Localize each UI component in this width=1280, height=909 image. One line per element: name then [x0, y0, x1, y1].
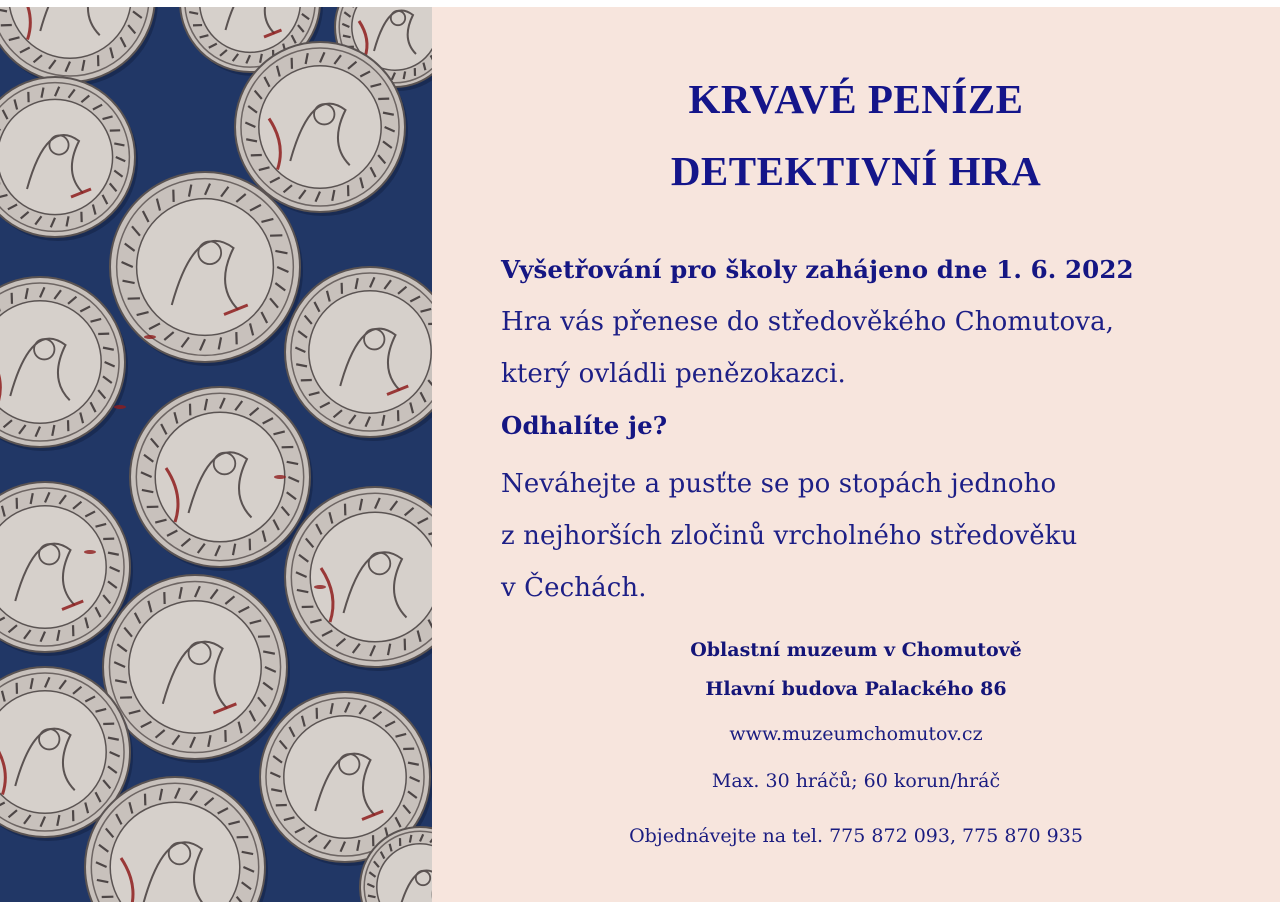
blood-drop: [84, 550, 96, 554]
blood-drop: [144, 335, 156, 339]
capacity-price: Max. 30 hráčů; 60 korun/hráč: [711, 770, 1001, 792]
booking-phone: Objednávejte na tel. 775 872 093, 775 870 935: [629, 825, 1083, 847]
coins-illustration: [0, 7, 432, 902]
museum-name: Oblastní muzeum v Chomutově: [690, 639, 1022, 661]
blood-drop: [114, 405, 126, 409]
coins-artwork: [0, 7, 432, 902]
description-line-1: Hra vás přenese do středověkého Chomutova,: [501, 307, 1115, 337]
description-line-5: v Čechách.: [501, 573, 647, 603]
investigation-start: Vyšetřování pro školy zahájeno dne 1. 6. 2022: [501, 255, 1134, 284]
description-line-3: Neváhejte a pusťte se po stopách jednoho: [501, 469, 1057, 499]
title-line-1: KRVAVÉ PENÍZE: [688, 76, 1024, 122]
coin: [285, 267, 432, 441]
museum-address: Hlavní budova Palackého 86: [705, 678, 1007, 700]
description-line-2: který ovládli penězokazci.: [501, 359, 846, 389]
coin: [285, 487, 432, 671]
coin: [130, 387, 313, 571]
coin: [0, 277, 128, 451]
coin: [103, 575, 290, 763]
blood-drop: [314, 585, 326, 589]
museum-website: www.muzeumchomutov.cz: [729, 723, 983, 745]
description-line-4: z nejhorších zločinů vrcholného středověku: [501, 521, 1078, 551]
question-line: Odhalíte je?: [501, 411, 668, 440]
blood-drop: [274, 475, 286, 479]
title-line-2: DETEKTIVNÍ HRA: [670, 148, 1042, 194]
coin: [110, 172, 303, 366]
coin: [0, 77, 138, 241]
coin: [0, 7, 158, 86]
text-panel: [432, 7, 1280, 902]
